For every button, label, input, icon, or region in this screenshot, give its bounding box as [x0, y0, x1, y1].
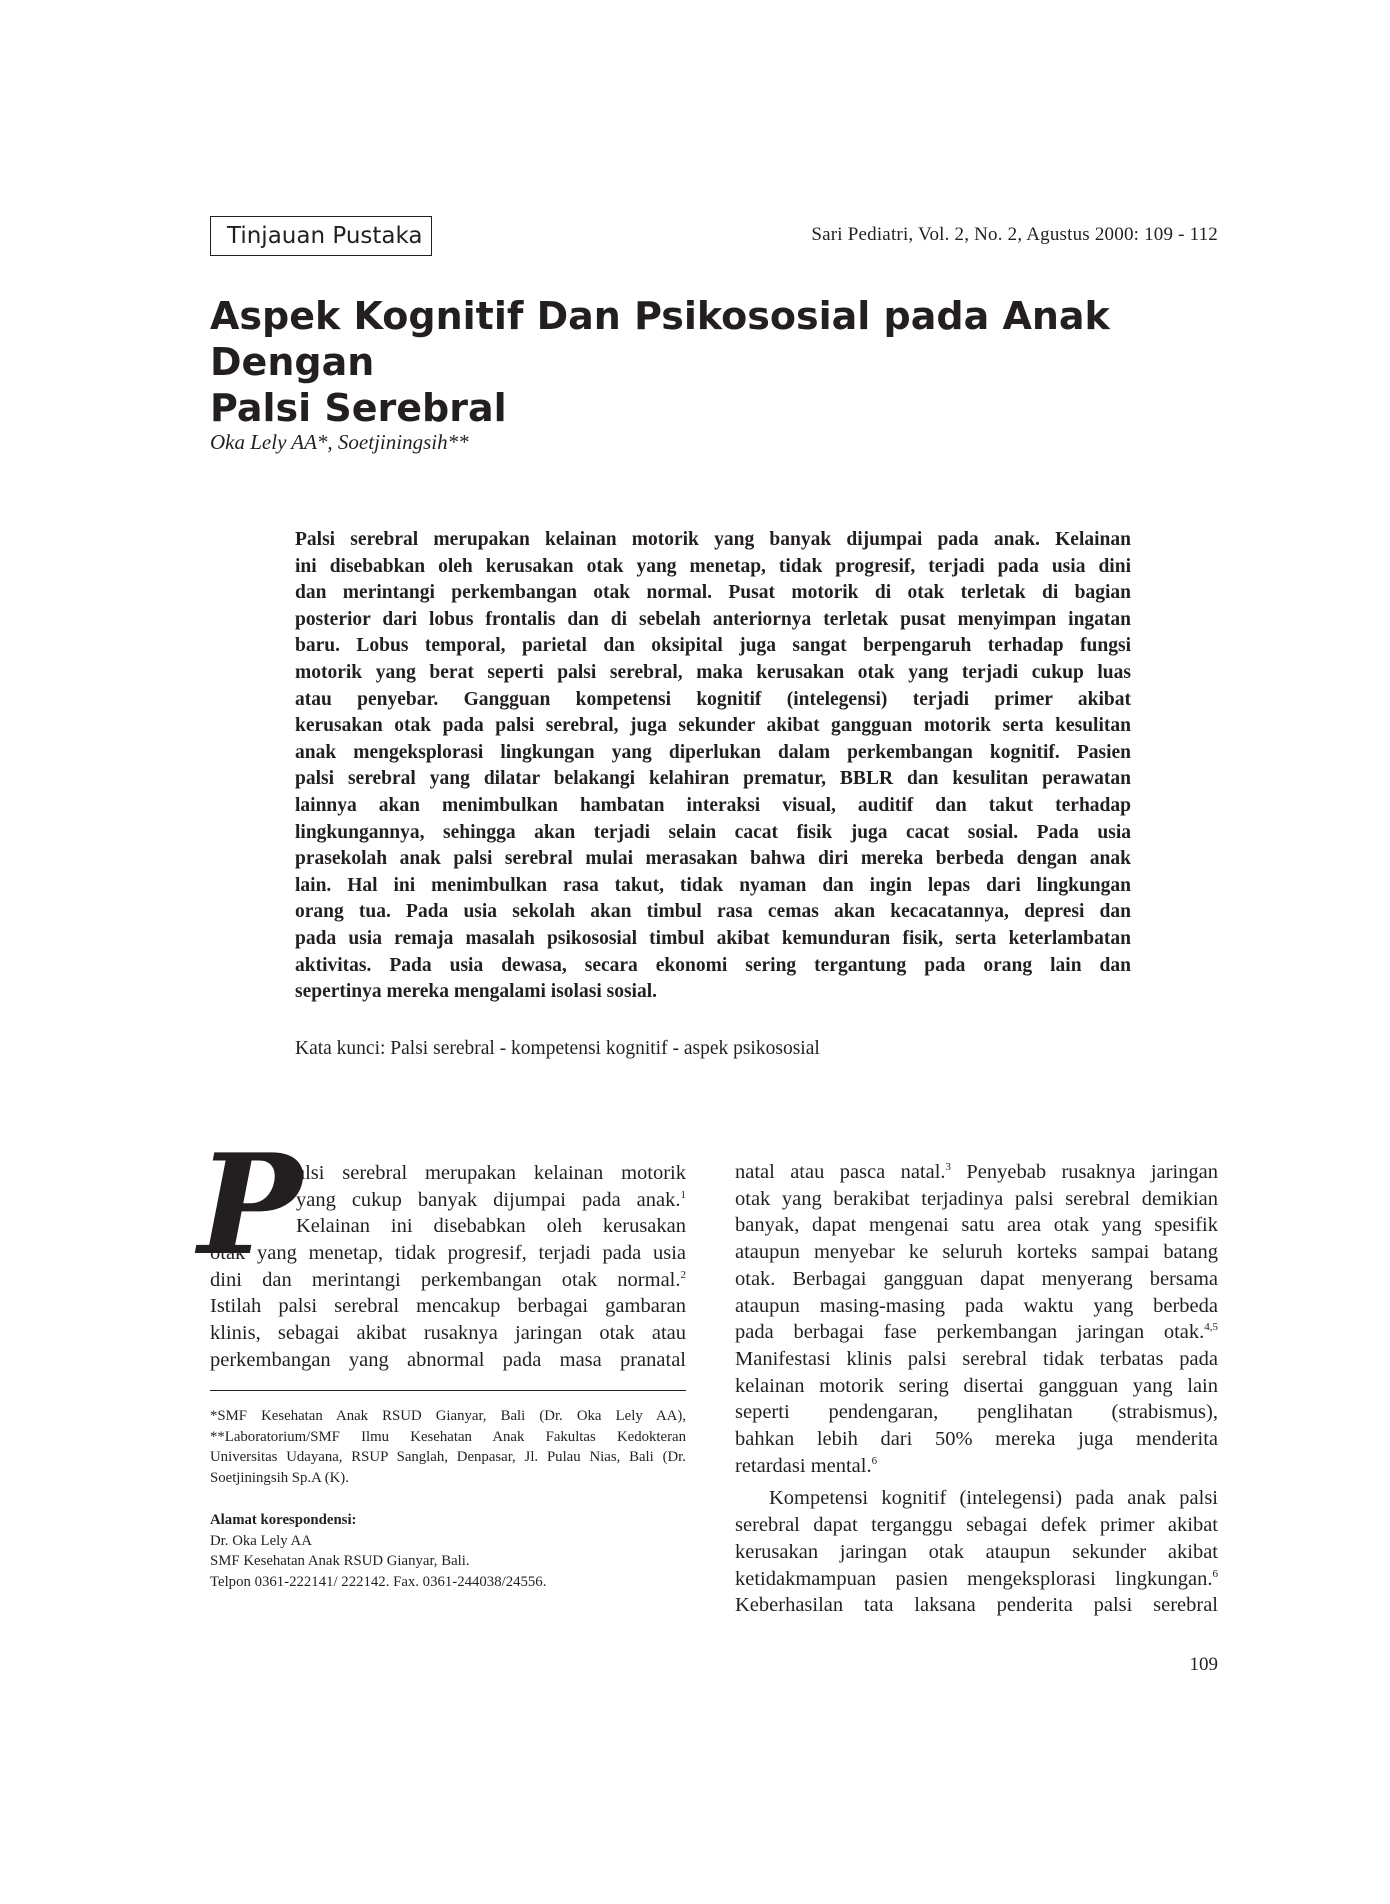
body-column-left-top: [296, 1160, 686, 1240]
body-line: [735, 1159, 1218, 1186]
abstract-line: pada usia remaja masalah psikososial timbul akibat kemunduran fisik, serta keterlambatan: [295, 927, 1131, 949]
citation-ref: 4,5: [1204, 1321, 1218, 1334]
keywords: Kata kunci: Palsi serebral - kompetensi kognitif - aspek psikososial: [295, 1038, 820, 1059]
title-line: Palsi Serebral: [210, 386, 507, 430]
abstract-line: baru. Lobus temporal, parietal dan oksipital juga sangat berpengaruh terhadap fungsi: [295, 635, 1131, 657]
body-line-text: Penyebab rusaknya jaringan: [966, 1161, 1218, 1183]
abstract-line: palsi serebral yang dilatar belakangi kelahiran prematur, BBLR dan kesulitan perawatan: [295, 768, 1131, 790]
body-line-text: natal atau pasca natal.: [735, 1161, 946, 1183]
body-line: otak yang menetap, tidak progresif, terjadi pada usia: [210, 1242, 686, 1264]
body-line: kelainan motorik sering disertai gangguan yang lain: [735, 1374, 1218, 1397]
footnote-line: *SMF Kesehatan Anak RSUD Gianyar, Bali (Dr. Oka Lely AA),: [210, 1408, 686, 1424]
body-line: ataupun menyebar ke seluruh korteks sampai batang: [735, 1241, 1218, 1264]
citation-ref: 1: [680, 1188, 686, 1201]
body-line: kerusakan jaringan otak ataupun sekunder akibat: [735, 1540, 1218, 1563]
body-line: bahkan lebih dari 50% mereka juga menderita: [735, 1428, 1218, 1451]
body-line: alsi serebral merupakan kelainan motorik: [296, 1162, 686, 1184]
body-line: Keberhasilan tata laksana penderita palsi serebral: [735, 1594, 1218, 1617]
body-line: otak. Berbagai gangguan dapat menyerang bersama: [735, 1267, 1218, 1290]
abstract-line: lainnya akan menimbulkan hambatan interaksi visual, auditif dan takut terhadap: [295, 794, 1131, 816]
body-line: [210, 1267, 686, 1294]
body-line-text: retardasi mental.: [735, 1454, 872, 1477]
body-line-text: yang cukup banyak dijumpai pada anak.: [296, 1188, 681, 1211]
body-line: otak yang berakibat terjadinya palsi serebral demikian: [735, 1187, 1218, 1210]
abstract-line: motorik yang berat seperti palsi serebral, maka kerusakan otak yang terjadi cukup luas: [295, 661, 1131, 683]
body-line: [735, 1453, 1218, 1480]
abstract-line: lingkungannya, sehingga akan terjadi selain cacat fisik juga cacat sosial. Pada usia: [295, 821, 1131, 843]
abstract-line: lain. Hal ini menimbulkan rasa takut, tidak nyaman dan ingin lepas dari lingkungan: [295, 874, 1131, 896]
correspondence: [210, 1510, 686, 1592]
body-line: [735, 1566, 1218, 1593]
body-line: banyak, dapat mengenai satu area otak yang spesifik: [735, 1214, 1218, 1237]
footnote-line: Soetjiningsih Sp.A (K).: [210, 1469, 349, 1486]
footnote-line: **Laboratorium/SMF Ilmu Kesehatan Anak Fakultas Kedokteran: [210, 1428, 686, 1445]
correspondence-heading: Alamat korespondensi:: [210, 1512, 357, 1528]
abstract-line: aktivitas. Pada usia dewasa, secara ekonomi sering tergantung pada orang lain dan: [295, 954, 1131, 976]
drop-cap: P: [198, 1123, 302, 1286]
citation-ref: 6: [1212, 1567, 1218, 1580]
affiliation-footnote: [210, 1406, 686, 1488]
body-line: perkembangan yang abnormal pada masa pranatal: [210, 1348, 686, 1371]
journal-citation: Sari Pediatri, Vol. 2, No. 2, Agustus 2000: 109 - 112: [811, 224, 1218, 245]
abstract-line: kerusakan otak pada palsi serebral, juga sekunder akibat gangguan motorik serta kesulitan: [295, 715, 1131, 737]
authors: Oka Lely AA*, Soetjiningsih**: [210, 430, 469, 454]
body-line-text: dini dan merintangi perkembangan otak normal.: [210, 1268, 681, 1291]
body-line-text: pada berbagai fase perkembangan jaringan otak.: [735, 1321, 1205, 1344]
footnote-line: Universitas Udayana, RSUP Sanglah, Denpasar, Jl. Pulau Nias, Bali (Dr.: [210, 1449, 686, 1465]
body-line: seperti pendengaran, penglihatan (strabismus),: [735, 1401, 1218, 1424]
body-column-left-bottom: [210, 1240, 686, 1374]
body-line: serebral dapat terganggu sebagai defek primer akibat: [735, 1514, 1218, 1537]
correspondence-line: Telpon 0361-222141/ 222142. Fax. 0361-244038/24556.: [210, 1573, 547, 1590]
abstract-line: prasekolah anak palsi serebral mulai merasakan bahwa diri mereka berbeda dengan anak: [295, 848, 1131, 870]
page-number: 109: [1189, 1654, 1218, 1675]
citation-ref: 6: [871, 1454, 878, 1467]
title-line: Aspek Kognitif Dan Psikososial pada Anak Dengan: [210, 294, 1110, 384]
body-line: [735, 1319, 1218, 1346]
body-column-right: [735, 1159, 1218, 1619]
correspondence-line: SMF Kesehatan Anak RSUD Gianyar, Bali.: [210, 1553, 470, 1569]
body-line: Kompetensi kognitif (intelegensi) pada anak palsi: [769, 1487, 1218, 1510]
abstract-line: sepertinya mereka mengalami isolasi sosial.: [295, 981, 657, 1003]
abstract-line: dan merintangi perkembangan otak normal. Pusat motorik di otak terletak di bagian: [295, 582, 1131, 604]
abstract: [295, 527, 1131, 1006]
abstract-line: anak mengeksplorasi lingkungan yang diperlukan dalam perkembangan kognitif. Pasien: [295, 741, 1131, 763]
citation-ref: 2: [680, 1268, 686, 1281]
body-line: Kelainan ini disebabkan oleh kerusakan: [296, 1215, 686, 1238]
abstract-line: orang tua. Pada usia sekolah akan timbul rasa cemas akan kecacatannya, depresi dan: [295, 901, 1131, 923]
correspondence-line: Dr. Oka Lely AA: [210, 1532, 312, 1549]
body-line: ataupun masing-masing pada waktu yang berbeda: [735, 1294, 1218, 1317]
body-line-text: ketidakmampuan pasien mengeksplorasi lingkungan.: [735, 1567, 1213, 1590]
body-line: Istilah palsi serebral mencakup berbagai gambaran: [210, 1295, 686, 1318]
body-line: klinis, sebagai akibat rusaknya jaringan otak atau: [210, 1322, 686, 1345]
abstract-line: atau penyebar. Gangguan kompetensi kognitif (intelegensi) terjadi primer akibat: [295, 688, 1131, 710]
section-label: Tinjauan Pustaka: [210, 216, 432, 256]
body-line: [296, 1187, 686, 1214]
citation-ref: 3: [945, 1161, 952, 1173]
footnote-divider: [210, 1390, 686, 1391]
abstract-line: Palsi serebral merupakan kelainan motorik yang banyak dijumpai pada anak. Kelainan: [295, 529, 1131, 550]
abstract-line: ini disebabkan oleh kerusakan otak yang menetap, tidak progresif, terjadi pada usia dini: [295, 555, 1131, 577]
body-line: Manifestasi klinis palsi serebral tidak terbatas pada: [735, 1347, 1218, 1370]
abstract-line: posterior dari lobus frontalis dan di sebelah anteriornya terletak pusat menyimpan ingatan: [295, 608, 1131, 630]
article-title: [210, 293, 1220, 431]
